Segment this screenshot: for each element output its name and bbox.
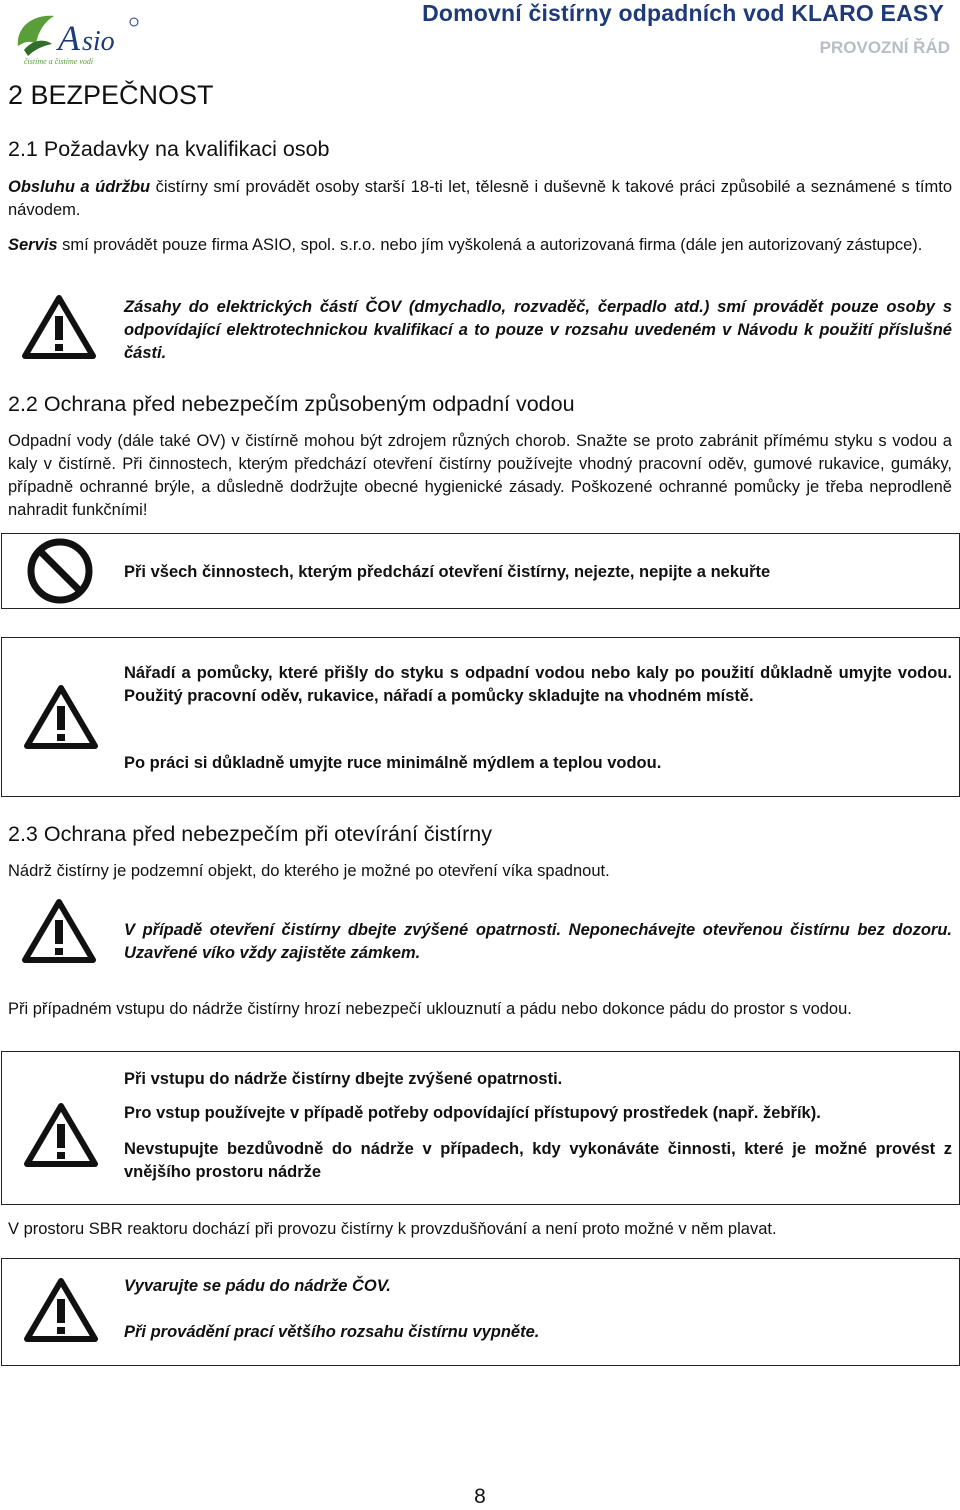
qualification-paragraph-1: [8, 176, 952, 222]
svg-text:A: A: [58, 18, 80, 58]
svg-text:sio: sio: [82, 26, 115, 57]
opening-warning: V případě otevření čistírny dbejte zvýšené opatrnosti. Neponechávejte otevřenou čistírnu bez dozoru. Uzavřené víko vždy zajistěte zámkem.: [124, 921, 952, 962]
entry-text-2: Pro vstup používejte v případě potřeby odpovídající přístupový prostředek (např. žebřík).: [124, 1104, 821, 1122]
asio-logo: [14, 10, 144, 68]
wastewater-paragraph: Odpadní vody (dále také OV) v čistírně mohou být zdrojem různých chorob. Snažte se proto zabránit přímému styku s vodou a kaly v čistírně. Při činnostech, kterým předchází otevření čistírny používejte vhodný pracovní oděv, gumové rukavice, gumáky, případně ochranné brýle, a důsledně dodržujte obecné hygienické zásady. Poškozené ochranné pomůcky je třeba neprodleně nahradit funkčními!: [8, 432, 952, 519]
lead-text: Obsluhu a údržbu: [8, 178, 151, 196]
entry-box: [1, 1051, 960, 1205]
fall-text-1: Vyvarujte se pádu do nádrže ČOV.: [124, 1277, 391, 1295]
lead-text: Servis: [8, 236, 58, 254]
fall-box: [1, 1258, 960, 1366]
subsection-2-3-heading: 2.3 Ochrana před nebezpečím při otevírání čistírny: [8, 822, 492, 846]
warning-icon: [22, 294, 96, 365]
body-text: smí provádět pouze firma ASIO, spol. s.r.o. nebo jím vyškolená a autorizovaná firma (dále jen autorizovaný zástupce).: [57, 236, 923, 254]
warning-icon: [24, 1277, 98, 1348]
tank-paragraph-1: Nádrž čistírny je podzemní objekt, do kterého je možné po otevření víka spadnout.: [8, 862, 610, 880]
warning-icon: [24, 684, 98, 755]
qualification-paragraph-2: [8, 234, 952, 257]
hygiene-text-2: Po práci si důkladně umyjte ruce minimálně mýdlem a teplou vodou.: [124, 754, 662, 772]
header-title: Domovní čistírny odpadních vod KLARO EASY: [422, 0, 944, 26]
prohibition-icon: [26, 537, 94, 610]
subsection-2-2-heading: 2.2 Ochrana před nebezpečím způsobeným odpadní vodou: [8, 392, 575, 416]
hygiene-box: [1, 637, 960, 797]
header-subtitle: PROVOZNÍ ŘÁD: [819, 38, 950, 57]
entry-text-3: Nevstupujte bezdůvodně do nádrže v případech, kdy vykonáváte činnosti, které je možné provést z vnějšího prostoru nádrže: [124, 1140, 952, 1181]
fall-text-2: Při provádění prací většího rozsahu čistírnu vypněte.: [124, 1323, 540, 1341]
tank-paragraph-2: Při případném vstupu do nádrže čistírny hrozí nebezpečí uklouznutí a pádu nebo dokonce pádu do prostor s vodou.: [8, 1000, 852, 1018]
entry-text-1: Při vstupu do nádrže čistírny dbejte zvýšené opatrnosti.: [124, 1070, 563, 1088]
hygiene-text-1: [124, 662, 952, 708]
subsection-2-1-heading: 2.1 Požadavky na kvalifikaci osob: [8, 137, 330, 161]
page-number: 8: [474, 1485, 486, 1508]
sbr-paragraph: V prostoru SBR reaktoru dochází při provozu čistírny k provzdušňování a není proto možné v něm plavat.: [8, 1220, 777, 1238]
electrical-warning: Zásahy do elektrických částí ČOV (dmychadlo, rozvaděč, čerpadlo atd.) smí provádět pouze osoby s odpovídající elektrotechnickou kvalifikací a to pouze v rozsahu uvedeném v Návodu k použití příslušné části.: [124, 298, 952, 362]
body-text: čistírny smí provádět osoby starší 18-ti let, tělesně i duševně k takové práci způsobilé a seznámené s tímto návodem.: [8, 178, 952, 219]
prohibition-box: [1, 533, 960, 609]
warning-icon: [22, 898, 96, 969]
logo-tagline: čistíme a čistíme vodí: [24, 57, 94, 66]
hygiene-text-1-part: Nářadí a pomůcky, které přišly do styku s odpadní vodou nebo kaly po použití důkladně umyjte vodou. Použitý pracovní oděv, rukavice, nářadí a pomůcky skladujte na vhodném místě.: [124, 664, 952, 705]
section-heading: 2 BEZPEČNOST: [8, 80, 214, 110]
prohibition-text: Při všech činnostech, kterým předchází otevření čistírny, nejezte, nepijte a nekuřte: [124, 563, 771, 581]
warning-icon: [24, 1102, 98, 1173]
